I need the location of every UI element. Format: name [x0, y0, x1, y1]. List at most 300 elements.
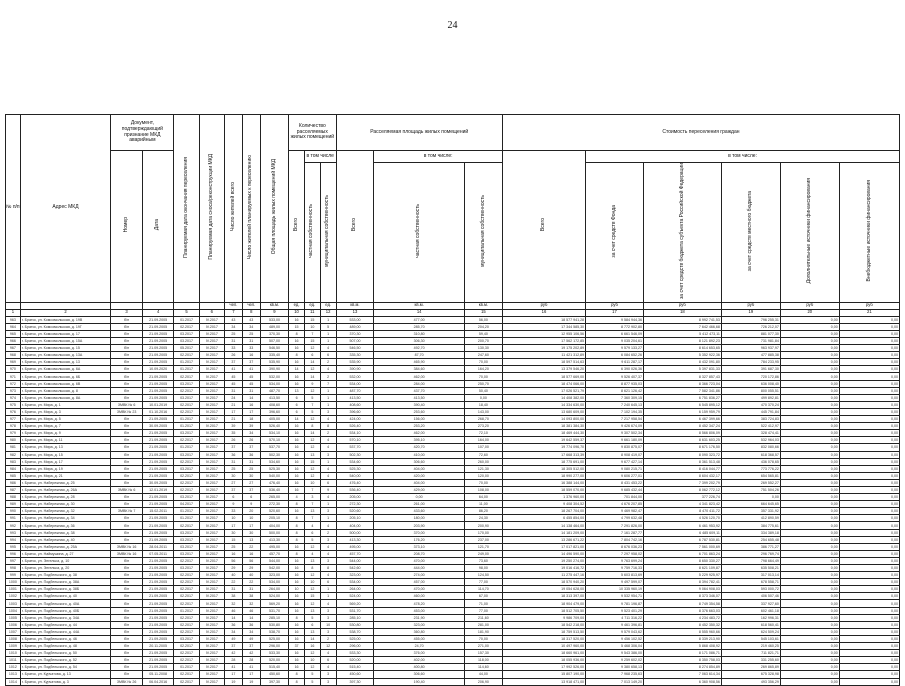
table-cell: г. Братск, ул. Подбельского, д. 48	[20, 643, 111, 650]
table-cell: 7 360 309,15	[586, 394, 644, 401]
table-row	[6, 486, 900, 493]
table-cell: 12	[304, 345, 320, 352]
table-cell: 0,00	[780, 607, 839, 614]
table-cell: 15	[304, 316, 320, 323]
table-cell: 21.09.2005	[142, 330, 174, 337]
table-cell: 532,00	[260, 373, 288, 380]
table-cell: 34	[224, 628, 242, 635]
table-cell: 457,70	[260, 550, 288, 557]
table-cell: 231,90	[374, 614, 465, 621]
table-cell: 21.09.2005	[142, 472, 174, 479]
table-cell: 33	[242, 345, 260, 352]
table-cell: 0,00	[780, 522, 839, 529]
table-cell: 8 877 935,03	[586, 380, 644, 387]
unit-cell: кв.м.	[336, 302, 374, 309]
table-cell: 502,30	[336, 451, 374, 458]
table-cell: 0,00	[780, 657, 839, 664]
table-cell: 535,90	[336, 359, 374, 366]
table-cell: 10	[304, 579, 320, 586]
table-cell: 6 390 026,36	[586, 366, 644, 373]
table-cell: 515,40	[260, 664, 288, 671]
table-cell: 3	[320, 536, 336, 543]
table-row	[6, 394, 900, 401]
table-cell: 664 645,65	[721, 501, 780, 508]
table-cell: 12	[304, 387, 320, 394]
table-cell: 0,00	[780, 437, 839, 444]
table-cell: 487,70	[336, 387, 374, 394]
table-cell: ЗМВК № 23	[111, 408, 143, 415]
table-cell: 540,00	[260, 472, 288, 479]
table-cell: 9	[304, 380, 320, 387]
table-cell: 121,70	[464, 543, 502, 550]
table-cell: 618 560,41	[721, 621, 780, 628]
table-cell: 56	[242, 557, 260, 564]
table-cell: 35	[224, 430, 242, 437]
table-cell: 0,00	[780, 678, 839, 685]
table-cell: 976	[6, 408, 21, 415]
table-cell: 114,60	[464, 664, 502, 671]
table-cell: г. Братск, ул. Энгельса, д. 10	[20, 557, 111, 564]
table-cell: 14	[242, 614, 260, 621]
table-cell: 386 771,27	[721, 543, 780, 550]
table-cell: 635 508,21	[721, 565, 780, 572]
table-cell: 03.2017	[174, 565, 199, 572]
table-cell: 44,00	[464, 671, 502, 678]
table-cell: 9 456 102,52	[586, 635, 644, 642]
table-row	[6, 607, 900, 614]
table-cell: 28.04.2011	[142, 543, 174, 550]
table-cell: 14	[224, 614, 242, 621]
table-cell: 21.09.2005	[142, 607, 174, 614]
table-cell: 03.2017	[174, 451, 199, 458]
column-number-cell: 9	[260, 309, 288, 316]
table-cell: 21.09.2005	[142, 664, 174, 671]
table-cell: 6 485 609,11	[643, 529, 721, 536]
table-cell: 9 523 401,29	[586, 607, 644, 614]
table-cell: 460,00	[374, 593, 465, 600]
table-cell: 0,00	[839, 387, 899, 394]
table-cell: 306,30	[374, 338, 465, 345]
table-cell: 0,00	[780, 472, 839, 479]
table-cell: ЗМВК № 6	[111, 401, 143, 408]
table-cell: 9 763 699,24	[586, 557, 644, 564]
table-cell: б/н	[111, 416, 143, 423]
table-cell: 0,00	[780, 565, 839, 572]
table-row	[6, 628, 900, 635]
table-cell: 967	[6, 345, 21, 352]
table-cell: 10.01.2019	[142, 401, 174, 408]
table-cell: 0,00	[839, 628, 899, 635]
table-cell: б/н	[111, 444, 143, 451]
table-cell: 1	[320, 394, 336, 401]
table-cell: 16	[289, 486, 305, 493]
table-cell: 02.2017	[174, 352, 199, 359]
table-cell: 32	[224, 600, 242, 607]
table-cell: 492,70	[374, 345, 465, 352]
table-cell: 03.2017	[174, 550, 199, 557]
table-cell: 487,70	[260, 387, 288, 394]
table-cell: 37	[242, 359, 260, 366]
table-cell: 413,30	[336, 536, 374, 543]
table-cell: 14	[304, 373, 320, 380]
table-cell: 29	[224, 565, 242, 572]
resettlement-table-sheet	[5, 114, 900, 684]
table-cell: 37	[224, 444, 242, 451]
table-cell: 18 469 444,30	[502, 430, 585, 437]
table-cell: 18 904 479,00	[502, 600, 585, 607]
table-cell: 41	[224, 664, 242, 671]
table-cell: 16	[224, 550, 242, 557]
table-cell: 0,00	[780, 479, 839, 486]
table-cell: 0,00	[839, 423, 899, 430]
column-number-cell: 18	[643, 309, 721, 316]
table-cell: 6	[289, 394, 305, 401]
table-cell: 751 504,26	[721, 486, 780, 493]
table-cell: 1006	[6, 621, 21, 628]
table-cell: 2	[320, 635, 336, 642]
table-cell: 0,00	[839, 621, 899, 628]
header-doc-number: Номер	[111, 151, 143, 303]
table-cell: 533,00	[260, 316, 288, 323]
table-cell: 0,00	[839, 522, 899, 529]
table-cell: IV.2017	[199, 416, 224, 423]
table-cell: 6	[320, 352, 336, 359]
table-cell: 0,00	[780, 650, 839, 657]
table-cell: 176,20	[374, 536, 465, 543]
table-cell: IV.2017	[199, 330, 224, 337]
table-cell: г. Братск, ул. Энгельса, д. 20	[20, 565, 111, 572]
table-cell: 2	[320, 430, 336, 437]
table-cell: 8 339 213,90	[643, 635, 721, 642]
header-doc-date: Дата	[142, 151, 174, 303]
table-cell: 0,00	[839, 635, 899, 642]
table-cell: ЗМВК № 7	[111, 508, 143, 515]
table-cell: 9 661 180,09	[586, 437, 644, 444]
table-cell: 9 685 432,44	[586, 486, 644, 493]
table-cell: 6 467 399,66	[643, 416, 721, 423]
table-cell: 992	[6, 522, 21, 529]
table-cell: IV.2017	[199, 650, 224, 657]
table-cell: 0,00	[780, 550, 839, 557]
table-cell: 15	[304, 593, 320, 600]
table-cell: 457,00	[374, 579, 465, 586]
table-cell: 0,00	[780, 529, 839, 536]
table-cell: 157,30	[464, 650, 502, 657]
table-cell: 296,00	[336, 643, 374, 650]
table-cell: 502,30	[260, 451, 288, 458]
table-cell: 5 397 831,33	[643, 366, 721, 373]
table-cell: 21.09.2005	[142, 316, 174, 323]
table-cell: 0,00	[780, 451, 839, 458]
table-cell: 390,90	[336, 366, 374, 373]
table-cell: 384 775,61	[721, 522, 780, 529]
table-cell: 0,00	[780, 557, 839, 564]
table-cell: 21.09.2005	[142, 635, 174, 642]
table-cell: IV.2017	[199, 515, 224, 522]
table-cell: 538,70	[260, 628, 288, 635]
table-cell: IV.2017	[199, 394, 224, 401]
table-cell: 977	[6, 416, 21, 423]
table-cell: IV.2017	[199, 614, 224, 621]
table-cell: г. Братск, ул. Мира, д. 19	[20, 465, 111, 472]
table-cell: 03.2017	[174, 529, 199, 536]
table-cell: г. Братск, ул. Мира, д. 21	[20, 472, 111, 479]
table-cell: 968	[6, 352, 21, 359]
table-cell: 8	[289, 671, 305, 678]
header-cost-region: за счет средств бюджета субъекта Российской Федерации	[643, 163, 721, 303]
table-cell: 798 664,49	[721, 557, 780, 564]
table-cell: 966	[6, 338, 21, 345]
table-cell: 22	[224, 579, 242, 586]
table-cell: 30	[224, 529, 242, 536]
table-cell: 31	[242, 387, 260, 394]
table-cell: 56	[224, 557, 242, 564]
table-cell: 995	[6, 543, 21, 550]
table-cell: 16	[289, 458, 305, 465]
table-cell: 31	[242, 458, 260, 465]
table-cell: 15	[304, 338, 320, 345]
table-cell: б/н	[111, 664, 143, 671]
table-cell: 16	[289, 543, 305, 550]
header-cost-group: Стоимость переселения граждан	[502, 115, 899, 151]
table-cell: 02.2017	[174, 479, 199, 486]
table-cell: 59,40	[464, 330, 502, 337]
table-cell: 408,60	[260, 401, 288, 408]
table-cell: б/н	[111, 635, 143, 642]
table-cell: 0,00	[839, 664, 899, 671]
table-cell: 14	[242, 394, 260, 401]
table-cell: IV.2017	[199, 401, 224, 408]
table-cell: 0,00	[464, 394, 502, 401]
table-row	[6, 451, 900, 458]
table-cell: 21.09.2005	[142, 494, 174, 501]
table-cell: 6 084 652,26	[586, 352, 644, 359]
table-cell: 8	[289, 352, 305, 359]
table-cell: 6	[289, 401, 305, 408]
table-cell: 285,10	[260, 614, 288, 621]
table-cell: 384,60	[374, 366, 465, 373]
table-cell: 205,10	[336, 515, 374, 522]
table-cell: 39	[242, 423, 260, 430]
table-cell: 56,00	[464, 316, 502, 323]
table-cell: 16	[289, 657, 305, 664]
table-cell: 0,00	[374, 494, 465, 501]
table-cell: 219 460,25	[721, 643, 780, 650]
table-cell: 4	[320, 437, 336, 444]
table-cell: 0,00	[780, 628, 839, 635]
table-cell: 37	[242, 444, 260, 451]
table-row	[6, 508, 900, 515]
table-cell: 31	[224, 586, 242, 593]
table-cell: 16	[289, 593, 305, 600]
table-cell: 8 361 513,48	[643, 458, 721, 465]
table-cell: 533,30	[336, 650, 374, 657]
header-total-area: Общая площадь жилых помещений МКД	[260, 115, 288, 303]
table-cell: 28	[224, 657, 242, 664]
table-row	[6, 572, 900, 579]
table-row	[6, 401, 900, 408]
table-cell: 9 380 658,13	[586, 664, 644, 671]
table-cell: 16	[289, 565, 305, 572]
table-cell: 25	[242, 465, 260, 472]
table-cell: 323,00	[336, 572, 374, 579]
table-cell: 8 555 960,66	[643, 628, 721, 635]
table-cell: 17 017 821,00	[502, 543, 585, 550]
unit-cell	[174, 302, 199, 309]
table-cell: 02.2017	[174, 643, 199, 650]
table-cell: 0,00	[839, 671, 899, 678]
table-cell: 4	[320, 600, 336, 607]
column-number-cell: 2	[20, 309, 111, 316]
table-cell: 310,80	[374, 330, 465, 337]
table-cell: 143,00	[464, 408, 502, 415]
table-cell: 190,40	[374, 678, 465, 685]
table-cell: 520,60	[336, 508, 374, 515]
table-cell: 1	[320, 401, 336, 408]
table-cell: 1011	[6, 657, 21, 664]
table-cell: 118,00	[464, 657, 502, 664]
table-cell: б/н	[111, 515, 143, 522]
table-row	[6, 338, 900, 345]
table-cell: 24,70	[374, 643, 465, 650]
table-cell: 9 606 277,01	[586, 472, 644, 479]
header-rooms-municipal: муниципальная собственность	[320, 163, 336, 303]
table-cell: 0,00	[780, 614, 839, 621]
column-number-cell: 1	[6, 309, 21, 316]
table-row	[6, 536, 900, 543]
table-cell: 540,00	[336, 472, 374, 479]
table-cell: 13 918 471,00	[502, 678, 585, 685]
table-cell: 17 668 313,39	[502, 451, 585, 458]
table-cell: г. Братск, ул. Подбельского, д. 40А	[20, 600, 111, 607]
table-cell: 1007	[6, 628, 21, 635]
table-cell: б/н	[111, 323, 143, 330]
table-cell: 21.09.2005	[142, 586, 174, 593]
table-cell: 4	[320, 494, 336, 501]
table-cell: 21.09.2005	[142, 458, 174, 465]
table-cell: 40	[224, 572, 242, 579]
table-cell: 01.2017	[174, 444, 199, 451]
table-cell: 13	[304, 628, 320, 635]
table-cell: б/н	[111, 330, 143, 337]
table-cell: 0,00	[780, 579, 839, 586]
table-row	[6, 557, 900, 564]
table-cell: 18 577 669,00	[502, 373, 585, 380]
table-cell: 21.09.2005	[142, 501, 174, 508]
table-cell: 618 368,57	[721, 451, 780, 458]
table-cell: 33	[224, 508, 242, 515]
table-cell: 0,00	[780, 338, 839, 345]
table-cell: 8	[304, 423, 320, 430]
table-cell: 404,00	[260, 522, 288, 529]
table-cell: 881 077,30	[721, 330, 780, 337]
table-row	[6, 479, 900, 486]
table-cell: 525,00	[260, 635, 288, 642]
table-cell: 18 990 277,00	[502, 472, 585, 479]
table-cell: 0,00	[780, 671, 839, 678]
table-cell: IV.2017	[199, 657, 224, 664]
table-cell: г. Братск, ул. Комсомольская, д. 15А	[20, 338, 111, 345]
table-cell: 433,60	[374, 508, 465, 515]
table-cell: 107,00	[464, 444, 502, 451]
table-cell: IV.2017	[199, 352, 224, 359]
table-cell: 4	[320, 664, 336, 671]
table-cell: 8	[289, 515, 305, 522]
table-cell: 12	[304, 572, 320, 579]
table-cell: 0,00	[839, 359, 899, 366]
table-cell: 534,60	[336, 458, 374, 465]
table-cell: 0,00	[780, 593, 839, 600]
table-cell: 21.09.2005	[142, 522, 174, 529]
table-cell: 9 584 944,36	[586, 316, 644, 323]
table-cell: г. Братск, ул. Комсомольская, д. 19В	[20, 316, 111, 323]
table-cell: 500,00	[336, 529, 374, 536]
table-cell: 0,00	[839, 316, 899, 323]
table-cell: 9 035 204,61	[586, 338, 644, 345]
table-cell: 02.2017	[174, 593, 199, 600]
table-cell: IV.2017	[199, 444, 224, 451]
table-cell: б/н	[111, 472, 143, 479]
table-cell: 02.2017	[174, 650, 199, 657]
page-number: 24	[447, 20, 458, 31]
table-cell: г. Братск, ул. Подбельского, д. 52	[20, 657, 111, 664]
table-cell: 8 992 741,53	[643, 316, 721, 323]
table-cell: 16	[242, 401, 260, 408]
table-cell: г. Братск, ул. Подбельского, д. 38	[20, 572, 111, 579]
table-cell: 6 455 854,00	[502, 515, 585, 522]
table-cell: 13 680 609,00	[502, 408, 585, 415]
table-cell: 412 890,59	[721, 515, 780, 522]
table-cell: 01.2017	[174, 316, 199, 323]
table-cell: 9 830 875,07	[586, 444, 644, 451]
table-cell: 01.2017	[174, 423, 199, 430]
table-cell: 0,00	[839, 536, 899, 543]
table-row	[6, 657, 900, 664]
unit-cell	[142, 302, 174, 309]
table-cell: 525,30	[260, 465, 288, 472]
table-cell: 7	[304, 330, 320, 337]
table-cell: 13 286 671,22	[502, 536, 585, 543]
table-cell: IV.2017	[199, 628, 224, 635]
table-cell: IV.2017	[199, 423, 224, 430]
table-row	[6, 472, 900, 479]
table-cell: 991	[6, 515, 21, 522]
table-cell: 16	[242, 352, 260, 359]
table-cell: 963	[6, 316, 21, 323]
table-cell: 32	[242, 600, 260, 607]
table-cell: 21.09.2005	[142, 345, 174, 352]
unit-cell: чел.	[224, 302, 242, 309]
table-cell: 70,00	[464, 359, 502, 366]
table-cell: 18 597 514,63	[502, 359, 585, 366]
column-number-cell: 4	[142, 309, 174, 316]
table-cell: 413,30	[260, 536, 288, 543]
table-row	[6, 650, 900, 657]
table-cell: 4	[320, 345, 336, 352]
table-cell: 0,00	[839, 501, 899, 508]
table-cell: 984	[6, 465, 21, 472]
table-cell: 204,20	[464, 323, 502, 330]
units-row	[6, 302, 900, 309]
table-cell: 12	[304, 600, 320, 607]
table-cell: 0,00	[780, 373, 839, 380]
table-cell: 4	[320, 472, 336, 479]
table-cell: 0,00	[780, 423, 839, 430]
table-cell: 8 171 086,71	[643, 650, 721, 657]
table-cell: 40	[242, 572, 260, 579]
table-cell: 37	[242, 486, 260, 493]
table-cell: 4	[320, 366, 336, 373]
